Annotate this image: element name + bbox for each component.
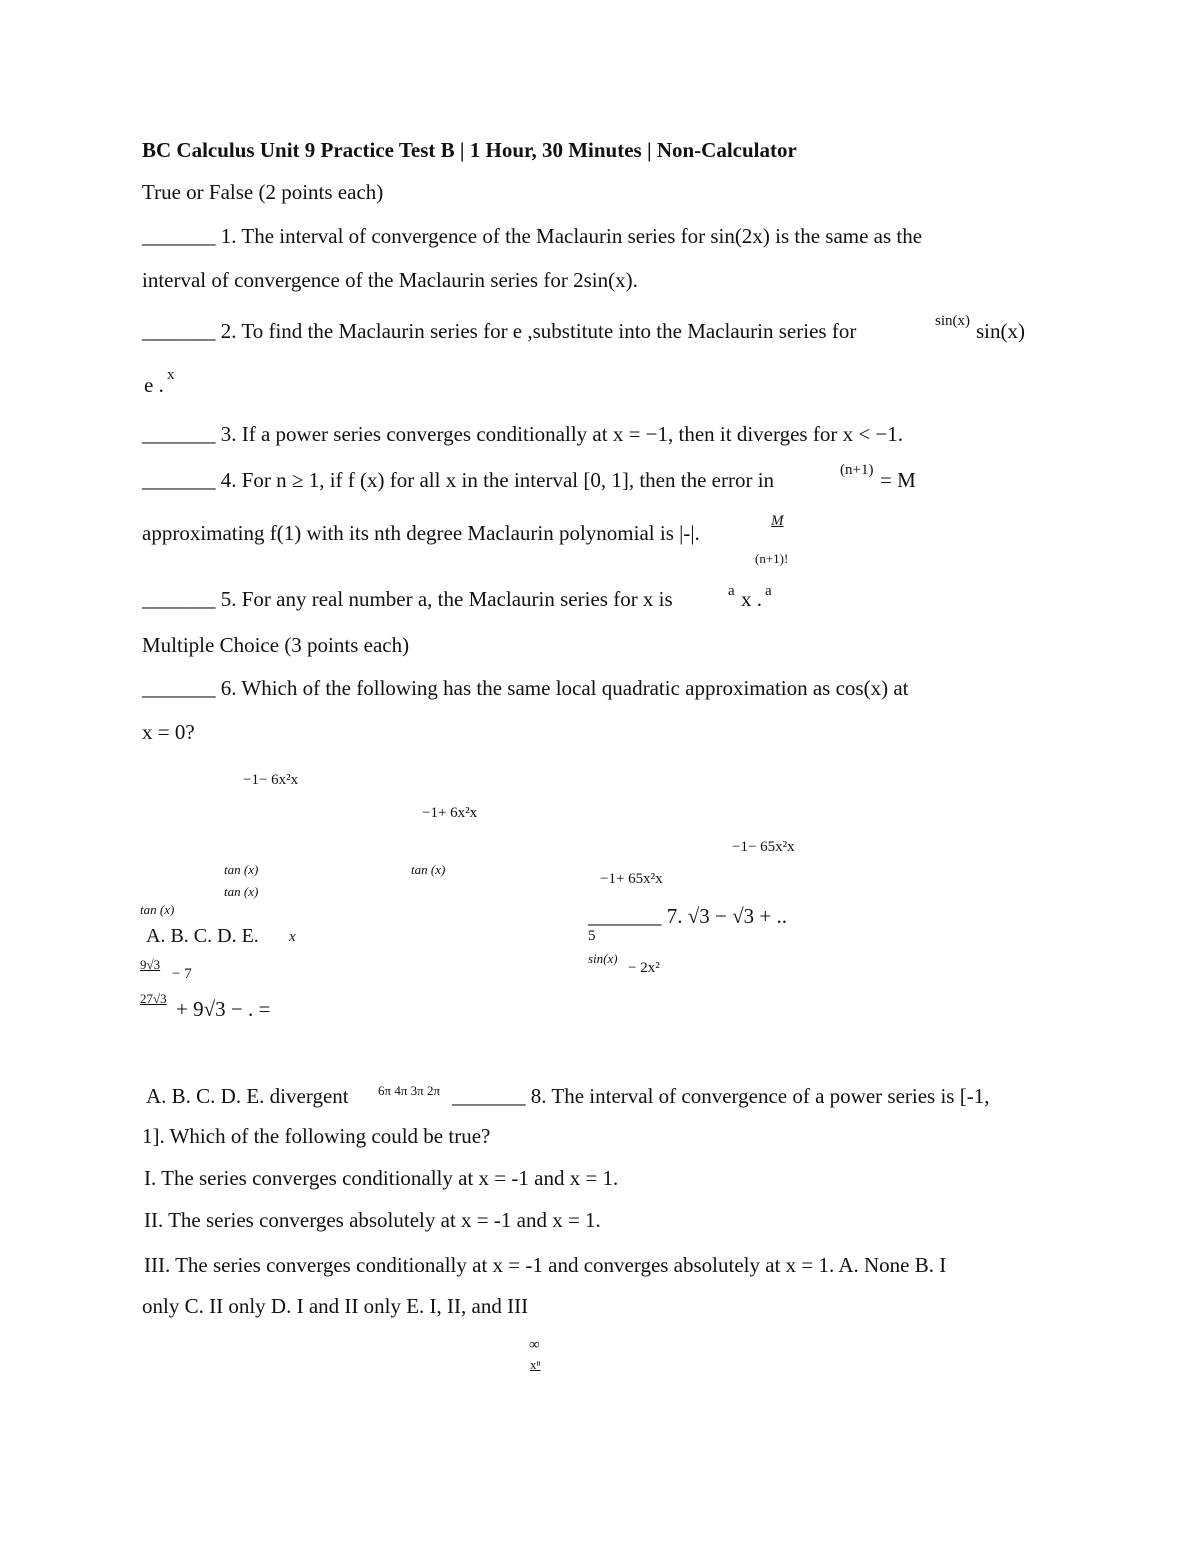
question-3: _______ 3. If a power series converges conditionally at x = −1, then it diverges for x < −1. bbox=[142, 422, 904, 446]
question-6-line-2: x = 0? bbox=[142, 720, 195, 744]
question-1-line-1: _______ 1. The interval of convergence of the Maclaurin series for sin(2x) is the same as the bbox=[142, 224, 923, 248]
question-2-line-2: e . bbox=[144, 373, 164, 397]
question-7-sin-tail: − 2x² bbox=[628, 960, 660, 976]
question-8-option-1: I. The series converges conditionally at x = -1 and x = 1. bbox=[144, 1166, 619, 1190]
question-1-line-2: interval of convergence of the Maclaurin series for 2sin(x). bbox=[142, 268, 638, 292]
question-2-superscript: sin(x) bbox=[935, 313, 970, 329]
question-7-sin: sin(x) bbox=[588, 951, 618, 966]
question-4-fraction-denominator: (n+1)! bbox=[755, 551, 789, 566]
question-7-fragment-1: 9√3 bbox=[140, 957, 161, 972]
section-true-false: True or False (2 points each) bbox=[142, 180, 384, 204]
question-8-line-1: _______ 8. The interval of convergence of a power series is [-1, bbox=[452, 1084, 990, 1108]
question-4-line-1: _______ 4. For n ≥ 1, if f (x) for all x in the interval [0, 1], then the error in bbox=[142, 468, 775, 492]
x-power-n: xⁿ bbox=[530, 1357, 541, 1372]
question-6-tan-2: tan (x) bbox=[411, 862, 446, 877]
question-2-tail: sin(x) bbox=[976, 319, 1025, 343]
question-7-five: 5 bbox=[588, 928, 596, 944]
question-8-prefix: A. B. C. D. E. divergent bbox=[146, 1084, 349, 1108]
question-5: _______ 5. For any real number a, the Maclaurin series for x is bbox=[142, 587, 673, 611]
question-6-choices-x: x bbox=[289, 929, 296, 945]
question-5-superscript-2: a bbox=[765, 583, 772, 599]
question-8-line-2: 1]. Which of the following could be true? bbox=[142, 1124, 491, 1148]
question-6-fragment-d: −1+ 65x²x bbox=[600, 871, 663, 887]
question-4-tail: = M bbox=[880, 468, 916, 492]
question-2-line-1: _______ 2. To find the Maclaurin series for e ,substitute into the Maclaurin series for bbox=[142, 319, 857, 343]
question-2-line-2-superscript: x bbox=[167, 367, 175, 383]
question-6-line-1: _______ 6. Which of the following has the same local quadratic approximation as cos(x) at bbox=[142, 676, 909, 700]
question-6-fragment-b: −1+ 6x²x bbox=[422, 805, 478, 821]
question-7-fragment-2: 27√3 bbox=[140, 991, 167, 1006]
question-6-fragment-a: −1− 6x²x bbox=[243, 772, 299, 788]
infinity-symbol: ∞ bbox=[529, 1337, 540, 1353]
question-4-line-2: approximating f(1) with its nth degree Maclaurin polynomial is |-|. bbox=[142, 521, 700, 545]
question-7-fragment-1-tail: − 7 bbox=[172, 966, 192, 982]
question-5-mid: x . bbox=[741, 587, 762, 611]
question-6-tan-1: tan (x) bbox=[224, 862, 259, 877]
question-8-option-3: III. The series converges conditionally at x = -1 and converges absolutely at x = 1. A. None B. I bbox=[144, 1253, 947, 1277]
question-4-superscript: (n+1) bbox=[840, 462, 874, 478]
question-4-fraction-numerator: M bbox=[771, 513, 784, 529]
question-6-tan-4: tan (x) bbox=[140, 902, 175, 917]
question-8-pi-fragment: 6π 4π 3π 2π bbox=[378, 1083, 441, 1098]
question-8-option-2: II. The series converges absolutely at x = -1 and x = 1. bbox=[144, 1208, 601, 1232]
page-title: BC Calculus Unit 9 Practice Test B | 1 Hour, 30 Minutes | Non-Calculator bbox=[142, 138, 797, 162]
question-5-superscript-1: a bbox=[728, 583, 735, 599]
question-7-fragment-2-tail: + 9√3 − . = bbox=[176, 997, 271, 1021]
question-7-line-1: _______ 7. √3 − √3 + .. bbox=[588, 904, 787, 928]
question-6-choices: A. B. C. D. E. bbox=[146, 925, 259, 947]
section-multiple-choice: Multiple Choice (3 points each) bbox=[142, 633, 410, 657]
question-6-tan-3: tan (x) bbox=[224, 884, 259, 899]
question-6-fragment-c: −1− 65x²x bbox=[732, 839, 795, 855]
question-8-option-3-line-2: only C. II only D. I and II only E. I, II, and III bbox=[142, 1294, 529, 1318]
